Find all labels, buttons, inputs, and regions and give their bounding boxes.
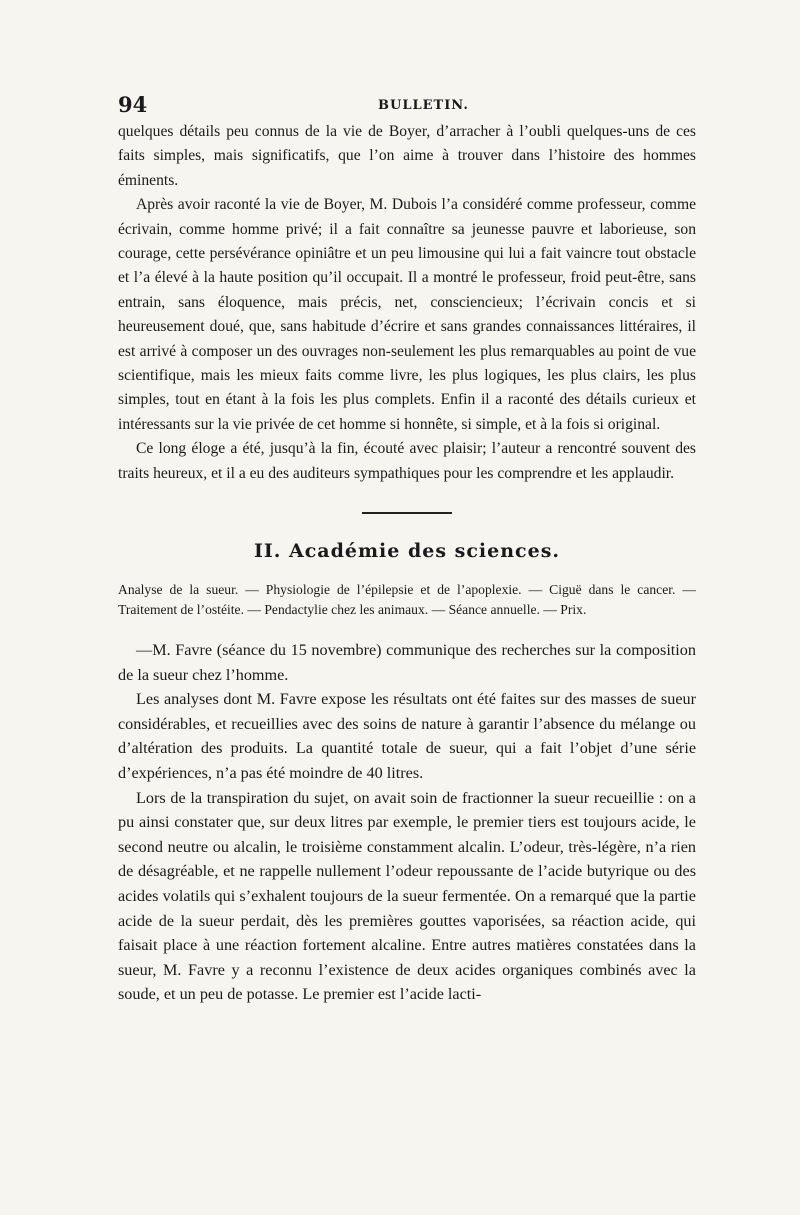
section-title: II. Académie des sciences. — [253, 540, 561, 563]
paragraph: Lors de la transpiration du sujet, on avait soin de fractionner la sueur recueillie : on a pu ainsi constater que, sur deux litres par exemple, le premier tiers est toujours acide, le second neutre ou alcalin, le troisième constamment alcalin. L’odeur, très-légère, n’a rien de désagréable, et ne rappelle nullement l’odeur repoussante de l’acide butyrique ou des acides volatils qui s’exhalent toujours de la sueur fermentée. On a remarqué que la partie acide de la sueur perdait, dès les premières gouttes vaporisées, sa réaction acide, qui faisait place à une réaction fortement alcaline. Entre autres matières constatées dans la sueur, M. Favre y a reconnu l’existence de deux acides organiques combinés avec la soude, et un peu de potasse. Le premier est l’acide lacti- — [118, 788, 696, 1004]
paragraph: Ce long éloge a été, jusqu’à la fin, écouté avec plaisir; l’auteur a rencontré souvent des traits heureux, et il a eu des auditeurs sympathiques pour les comprendre et les applaudir. — [118, 440, 696, 482]
section-summary: Analyse de la sueur. — Physiologie de l’épilepsie et de l’apoplexie. — Ciguë dans le cancer. — Traitement de l’ostéite. — Pendactylie chez les animaux. — Séance annuelle. — Prix. — [118, 582, 696, 618]
running-title: BULLETIN. — [378, 98, 469, 113]
section-divider — [362, 512, 452, 514]
page-number: 94 — [118, 92, 148, 117]
paragraph: quelques détails peu connus de la vie de Boyer, d’arracher à l’oubli quelques-uns de ces faits simples, mais significatifs, que l’on aime à trouver dans l’histoire des hommes éminents. — [118, 123, 696, 189]
paragraph: —M. Favre (séance du 15 novembre) communique des recherches sur la composition de la sueur chez l’homme. — [118, 641, 696, 684]
page — [118, 92, 696, 1007]
paragraph: Après avoir raconté la vie de Boyer, M. Dubois l’a considéré comme professeur, comme écrivain, comme homme privé; il a fait connaître sa jeunesse pauvre et laborieuse, son courage, cette persévérance opiniâtre et un peu limousine qui lui a fait vaincre tout obstacle et l’a élevé à la haute position qu’il occupait. Il a montré le professeur, froid peut-être, sans entrain, sans éloquence, mais précis, net, consciencieux; l’écrivain concis et si heureusement doué, que, sans habitude d’écrire et sans grandes connaissances littéraires, il est arrivé à composer un des ouvrages non-seulement les plus remarquables au point de vue scientifique, mais les mieux faits comme livre, les plus logiques, les plus clairs, les plus simples, tout en étant à la fois les plus complets. Enfin il a raconté des détails curieux et intéressants sur la vie privée de cet homme si honnête, si simple, et à la fois si original. — [118, 196, 696, 433]
paragraph: Les analyses dont M. Favre expose les résultats ont été faites sur des masses de sueur considérables, et recueillies avec des soins de nature à garantir l’absence du mélange ou d’altération des produits. La quantité totale de sueur, qui a fait l’objet d’une série d’expériences, n’a pas été moindre de 40 litres. — [118, 690, 696, 783]
running-header — [118, 92, 696, 120]
